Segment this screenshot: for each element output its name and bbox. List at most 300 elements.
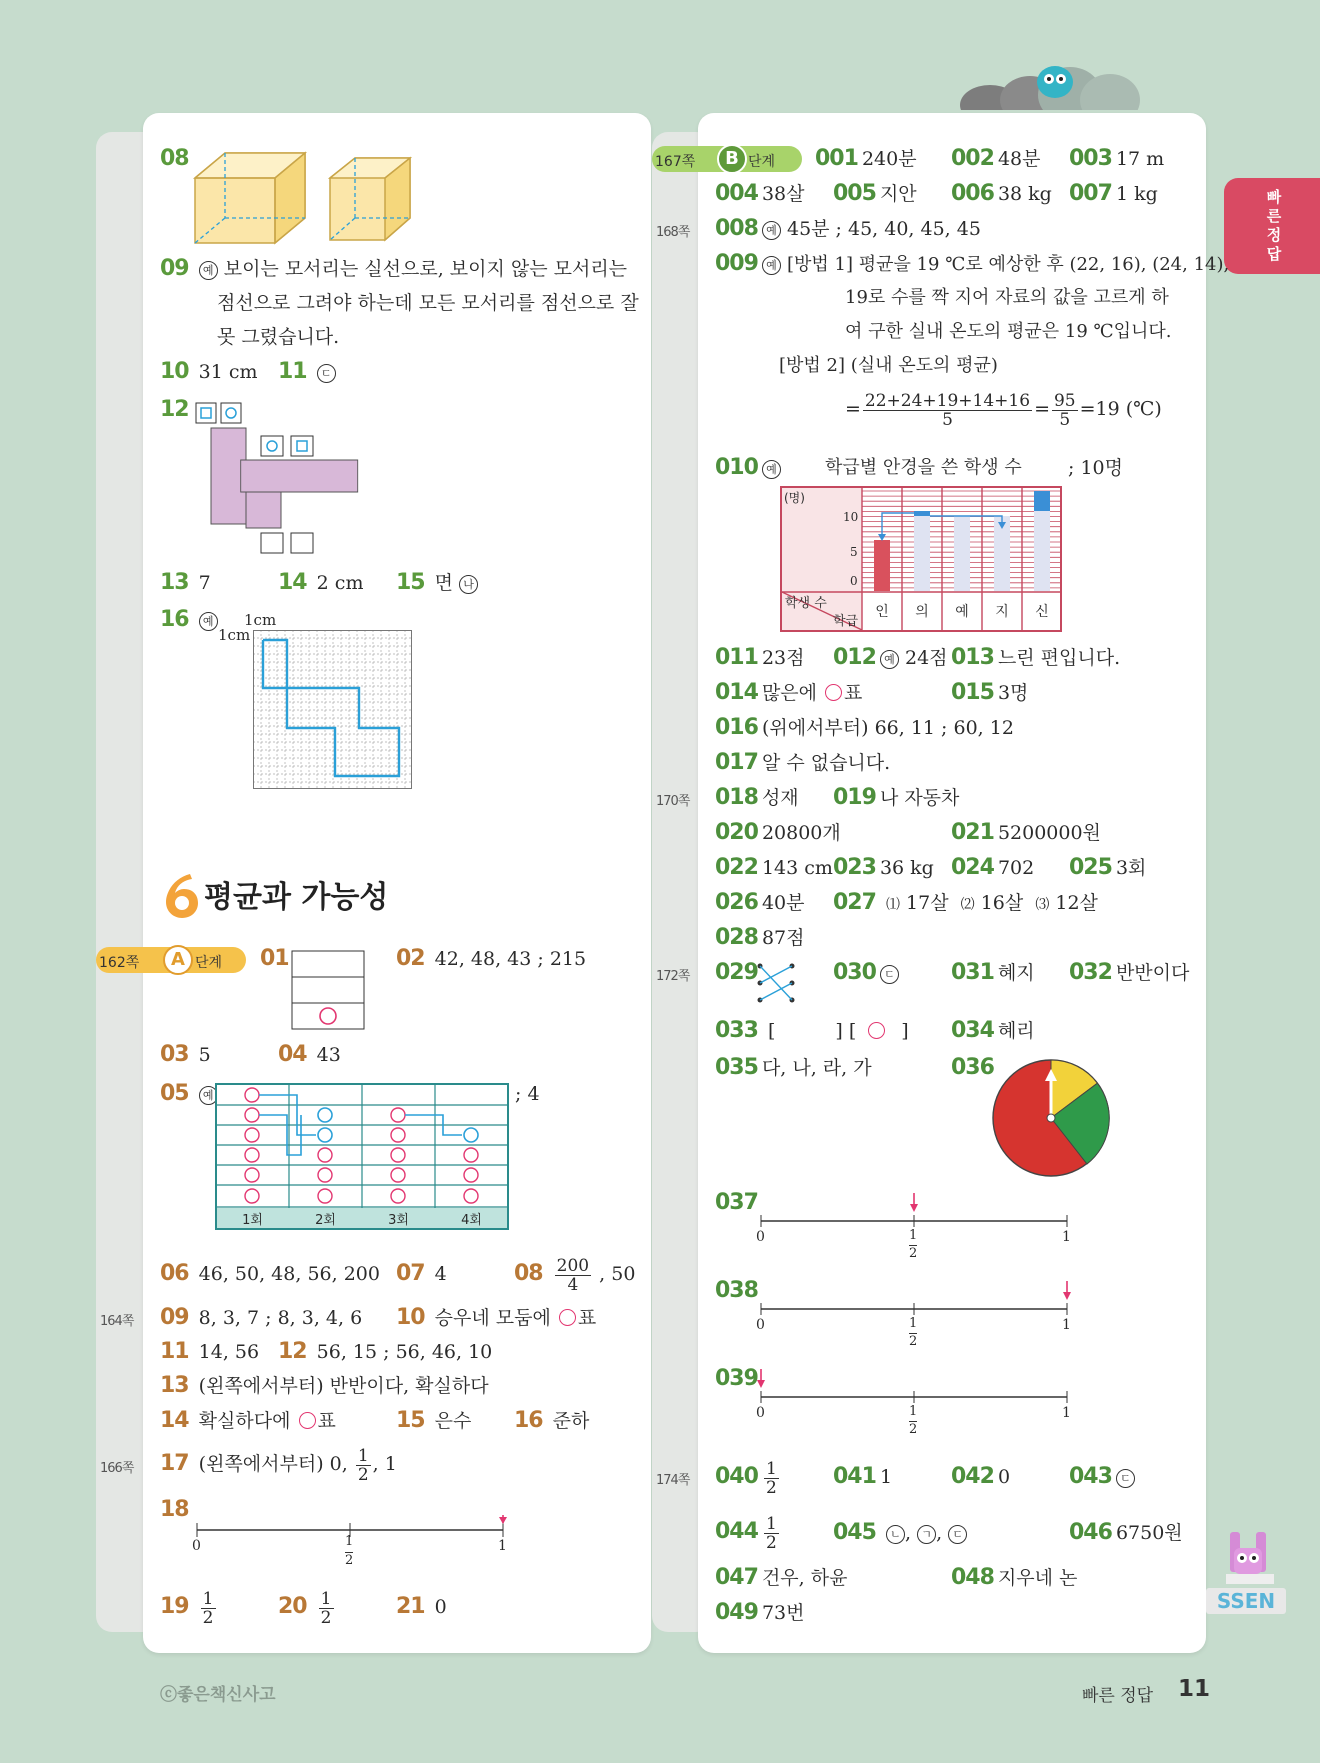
answer-text: 표 bbox=[577, 1307, 597, 1329]
q-number: 031 bbox=[951, 960, 994, 985]
circled-answer: 나 bbox=[459, 575, 478, 594]
step-a-badge: A bbox=[163, 945, 193, 975]
sub-mark: ⑶ bbox=[1035, 897, 1050, 913]
example-mark: 예 bbox=[199, 1086, 218, 1105]
nl-label: 0 bbox=[192, 1538, 201, 1554]
nl-label: 1 bbox=[1062, 1229, 1071, 1245]
q-number: 15 bbox=[396, 1408, 425, 1433]
r012-row bbox=[833, 645, 948, 671]
answer-text: 3회 bbox=[1115, 857, 1147, 879]
r022-row bbox=[715, 855, 833, 881]
answer-text: , 50 bbox=[599, 1263, 636, 1285]
grid-drawing bbox=[253, 630, 413, 790]
r024-row bbox=[951, 855, 1034, 881]
q-number: 023 bbox=[833, 855, 876, 880]
grid-label-top: 1cm bbox=[244, 611, 277, 629]
step-label: 단계 bbox=[748, 154, 776, 170]
q-number: 002 bbox=[951, 146, 994, 171]
q-number: 16 bbox=[514, 1408, 543, 1433]
q-number: 016 bbox=[715, 715, 758, 740]
q-number: 08 bbox=[160, 146, 189, 171]
nl-label: 0 bbox=[756, 1317, 765, 1333]
q-number: 21 bbox=[396, 1594, 425, 1619]
r023-row bbox=[833, 855, 934, 881]
answer-text: 14, 56 bbox=[198, 1341, 260, 1363]
fraction: $\frac{1}{2}$ bbox=[765, 1513, 777, 1553]
answer-text: 0 bbox=[997, 1466, 1011, 1488]
r046-row bbox=[1069, 1520, 1183, 1546]
answer-text: 혜리 bbox=[997, 1020, 1035, 1042]
q-number: 16 bbox=[160, 607, 189, 632]
circled-answer: ㄷ bbox=[880, 965, 899, 984]
q-number: 017 bbox=[715, 750, 758, 775]
page-ref: 170쪽 bbox=[656, 794, 690, 809]
r010-title: 학급별 안경을 쓴 학생 수 bbox=[825, 457, 1022, 478]
fraction: $\frac{22+24+19+14+16}{5}$ bbox=[864, 390, 1031, 430]
r009-line2: 19로 수를 짝 지어 자료의 값을 고르게 하 bbox=[845, 287, 1169, 308]
q-number: 026 bbox=[715, 890, 758, 915]
bracket: [ bbox=[767, 1020, 776, 1042]
r027-row bbox=[833, 890, 1098, 918]
answer-text: 확실하다에 bbox=[198, 1410, 291, 1432]
q11-row bbox=[278, 359, 336, 385]
answer-text: 38살 bbox=[761, 183, 805, 205]
r013-row bbox=[951, 645, 1120, 671]
q-number: 042 bbox=[951, 1464, 994, 1489]
q21-row bbox=[396, 1594, 447, 1620]
q-number: 001 bbox=[815, 146, 858, 171]
answer-text: 승우네 모둠에 bbox=[434, 1307, 551, 1329]
example-mark: 예 bbox=[199, 612, 218, 631]
q-number: 021 bbox=[951, 820, 994, 845]
r043-row bbox=[1069, 1464, 1135, 1490]
r041-row bbox=[833, 1464, 892, 1490]
answer-text: 다, 나, 라, 가 bbox=[761, 1057, 872, 1079]
q-number: 022 bbox=[715, 855, 758, 880]
q12b-row bbox=[278, 1339, 492, 1365]
q-number: 027 bbox=[833, 890, 876, 915]
class-label: 신 bbox=[1035, 604, 1049, 620]
x-axis-label: 학급 bbox=[833, 614, 859, 629]
class-label: 예 bbox=[955, 604, 969, 620]
answer-text: 5 bbox=[198, 1044, 211, 1066]
q-number: 049 bbox=[715, 1600, 758, 1625]
example-mark: 예 bbox=[762, 221, 781, 240]
example-mark: 예 bbox=[880, 650, 899, 669]
answer-text: 2 cm bbox=[316, 572, 364, 594]
stacked-boxes bbox=[291, 950, 367, 1032]
class-label: 인 bbox=[875, 604, 889, 620]
class-label: 지 bbox=[995, 604, 1009, 620]
col-label: 3회 bbox=[388, 1213, 409, 1228]
q20-row bbox=[278, 1585, 336, 1629]
fraction: $\frac{1}{2}$ bbox=[202, 1588, 214, 1628]
example-mark: 예 bbox=[762, 256, 781, 275]
r021-row bbox=[951, 820, 1101, 846]
answer-text: 건우, 하윤 bbox=[761, 1567, 848, 1589]
answer-text: 은수 bbox=[434, 1410, 472, 1432]
y-tick: 5 bbox=[850, 545, 858, 559]
fraction: $\frac{95}{5}$ bbox=[1053, 390, 1076, 430]
q12-row bbox=[160, 397, 193, 423]
q-number: 013 bbox=[951, 645, 994, 670]
circled-answer: ㄷ bbox=[317, 364, 336, 383]
q-number: 17 bbox=[160, 1451, 189, 1476]
q11b-row bbox=[160, 1339, 259, 1365]
q05-row bbox=[160, 1081, 218, 1107]
brand-logo: SSEN bbox=[1206, 1588, 1286, 1614]
q-number: 032 bbox=[1069, 960, 1112, 985]
answer-text: 성재 bbox=[761, 787, 799, 809]
answer-text: (위에서부터) 66, 11 ; 60, 12 bbox=[761, 717, 1014, 739]
q10b-row bbox=[396, 1305, 596, 1331]
nl-label: 1 bbox=[909, 1228, 918, 1243]
q03-row bbox=[160, 1042, 211, 1068]
answer-text: 46, 50, 48, 56, 200 bbox=[198, 1263, 380, 1285]
answer-text: 지안 bbox=[879, 183, 917, 205]
r028-row bbox=[715, 925, 804, 951]
r009-line4: [방법 2] (실내 온도의 평균) bbox=[779, 355, 998, 376]
r009-line3: 여 구한 실내 온도의 평균은 19 ℃입니다. bbox=[845, 321, 1172, 342]
q-number: 040 bbox=[715, 1464, 758, 1489]
answer-text: 16살 bbox=[980, 892, 1024, 914]
q09-row bbox=[160, 256, 627, 282]
q-number: 12 bbox=[278, 1339, 307, 1364]
r006-row bbox=[951, 181, 1052, 207]
col-label: 2회 bbox=[315, 1213, 336, 1228]
r017-row bbox=[715, 750, 890, 776]
q06-row bbox=[160, 1261, 380, 1287]
answer-text: 56, 15 ; 56, 46, 10 bbox=[316, 1341, 493, 1363]
r044-row bbox=[715, 1510, 781, 1554]
r029-row bbox=[715, 960, 762, 986]
answer-text: 48분 bbox=[997, 148, 1041, 170]
q14b-row bbox=[160, 1408, 336, 1434]
page-ref: 167쪽 bbox=[655, 154, 696, 170]
circled-answer: ㄷ bbox=[948, 1525, 967, 1544]
q08b-row bbox=[514, 1252, 635, 1296]
nl-label: 2 bbox=[909, 1334, 918, 1349]
answer-text: , 1 bbox=[372, 1453, 397, 1475]
r026-row bbox=[715, 890, 804, 916]
q15b-row bbox=[396, 1408, 471, 1434]
spinner bbox=[990, 1057, 1112, 1179]
r009-formula: = $\frac{22+24+19+14+16}{5}$ = $\frac{95}{5}$ =19 (℃) bbox=[845, 390, 1162, 430]
nl-label: 2 bbox=[909, 1246, 918, 1261]
answer-text: 23점 bbox=[761, 647, 805, 669]
q-number: 006 bbox=[951, 181, 994, 206]
circled-answer: ㄴ bbox=[886, 1525, 905, 1544]
answer-text: 혜지 bbox=[997, 962, 1035, 984]
cuboid-figures bbox=[190, 148, 420, 248]
nl-label: 1 bbox=[909, 1316, 918, 1331]
y-axis-label: 학생 수 bbox=[785, 596, 827, 611]
q-number: 043 bbox=[1069, 1464, 1112, 1489]
page-ref: 172쪽 bbox=[656, 969, 690, 984]
answer-text: 87점 bbox=[761, 927, 805, 949]
answer-text: 240분 bbox=[861, 148, 917, 170]
nl-label: 2 bbox=[345, 1553, 354, 1568]
r002-row bbox=[951, 146, 1040, 172]
r030-row bbox=[833, 960, 899, 986]
q13b-row bbox=[160, 1373, 489, 1399]
q-number: 033 bbox=[715, 1018, 758, 1043]
q-number: 12 bbox=[160, 397, 189, 422]
fraction: $\frac{200}{4}$ bbox=[556, 1255, 590, 1295]
q-number: 036 bbox=[951, 1055, 994, 1080]
r025-row bbox=[1069, 855, 1146, 881]
q-number: 044 bbox=[715, 1519, 758, 1544]
q09b-row bbox=[160, 1305, 362, 1331]
answer-text: (왼쪽에서부터) 0, bbox=[198, 1453, 348, 1475]
answer-text: 1 bbox=[879, 1466, 893, 1488]
r040-row bbox=[715, 1455, 781, 1499]
q-number: 09 bbox=[160, 1305, 189, 1330]
answer-text: 38 kg bbox=[997, 183, 1052, 205]
answer-text: 12살 bbox=[1055, 892, 1098, 914]
answer-text: 0 bbox=[434, 1596, 447, 1618]
circle-mark-icon bbox=[868, 1022, 885, 1039]
nl-label: 1 bbox=[1062, 1317, 1071, 1333]
answer-text: 느린 편입니다. bbox=[997, 647, 1121, 669]
chapter-number-icon bbox=[160, 870, 204, 920]
q-number: 034 bbox=[951, 1018, 994, 1043]
q-number: 14 bbox=[278, 570, 307, 595]
q05-answer: ; 4 bbox=[515, 1083, 540, 1105]
step-b-badge: B bbox=[717, 144, 747, 174]
nl-label: 0 bbox=[756, 1405, 765, 1421]
q13-row bbox=[160, 570, 211, 596]
step-label: 단계 bbox=[195, 955, 223, 971]
fraction: $\frac{1}{2}$ bbox=[357, 1445, 369, 1485]
r016-row bbox=[715, 715, 1014, 741]
number-line bbox=[752, 1278, 1082, 1318]
cloud-decoration bbox=[950, 60, 1150, 120]
number-line bbox=[752, 1190, 1082, 1230]
circled-answer: ㄱ bbox=[917, 1525, 936, 1544]
answer-text: 보이는 모서리는 실선으로, 보이지 않는 모서리는 bbox=[223, 258, 628, 280]
sub-mark: ⑴ bbox=[885, 897, 900, 913]
bracket: ] [ bbox=[835, 1020, 857, 1042]
q07-row bbox=[396, 1261, 447, 1287]
q17-row bbox=[160, 1442, 397, 1486]
net-figure bbox=[193, 400, 363, 560]
q08-row bbox=[160, 146, 193, 172]
q-number: 014 bbox=[715, 680, 758, 705]
q-number: 09 bbox=[160, 256, 189, 281]
answer-text: 143 cm bbox=[761, 857, 833, 879]
r018-row bbox=[715, 785, 799, 811]
nl-label: 0 bbox=[756, 1229, 765, 1245]
answer-text: 20800개 bbox=[761, 822, 841, 844]
q-number: 007 bbox=[1069, 181, 1112, 206]
answer-text: 42, 48, 43 ; 215 bbox=[434, 948, 587, 970]
q-number: 02 bbox=[396, 946, 425, 971]
q10-row bbox=[160, 359, 258, 385]
q-number: 13 bbox=[160, 1373, 189, 1398]
q-number: 012 bbox=[833, 645, 876, 670]
example-mark: 예 bbox=[762, 460, 781, 479]
nl-label: 1 bbox=[1062, 1405, 1071, 1421]
q-number: 035 bbox=[715, 1055, 758, 1080]
answer-text: 나 자동차 bbox=[879, 787, 960, 809]
r035-row bbox=[715, 1055, 872, 1081]
nl-label: 1 bbox=[345, 1534, 354, 1549]
footer-label: 빠른 정답 bbox=[1082, 1686, 1154, 1706]
q-number: 024 bbox=[951, 855, 994, 880]
class-label: 의 bbox=[915, 604, 929, 620]
answer-text: 24점 bbox=[904, 647, 948, 669]
q16b-row bbox=[514, 1408, 589, 1434]
side-tab-label: 빠른정답 bbox=[1266, 188, 1282, 263]
circled-answer: ㄷ bbox=[1116, 1469, 1135, 1488]
q-number: 047 bbox=[715, 1565, 758, 1590]
r033-row bbox=[715, 1018, 909, 1044]
graph-unit: (명) bbox=[784, 491, 805, 505]
answer-text: 면 bbox=[434, 572, 454, 594]
r009-row bbox=[715, 251, 1229, 278]
r011-row bbox=[715, 645, 804, 671]
q-number: 05 bbox=[160, 1081, 189, 1106]
q-number: 10 bbox=[160, 359, 189, 384]
q-number: 03 bbox=[160, 1042, 189, 1067]
answer-text: 준하 bbox=[552, 1410, 590, 1432]
q-number: 005 bbox=[833, 181, 876, 206]
r007-row bbox=[1069, 181, 1158, 207]
answer-text: 43 bbox=[316, 1044, 341, 1066]
answer-text: 3명 bbox=[997, 682, 1029, 704]
matching-lines bbox=[756, 962, 796, 1004]
answer-text: 1 kg bbox=[1115, 183, 1158, 205]
q-number: 11 bbox=[160, 1339, 189, 1364]
y-tick: 10 bbox=[843, 510, 859, 524]
r008-row bbox=[715, 216, 981, 242]
q-number: 19 bbox=[160, 1594, 189, 1619]
q-number: 018 bbox=[715, 785, 758, 810]
q-number: 18 bbox=[160, 1497, 189, 1522]
q04-row bbox=[278, 1042, 341, 1068]
answer-text: 31 cm bbox=[198, 361, 258, 383]
r032-row bbox=[1069, 960, 1189, 986]
bracket: ] bbox=[901, 1020, 909, 1042]
answer-text: 5200000원 bbox=[997, 822, 1101, 844]
answer-text: 36 kg bbox=[879, 857, 934, 879]
answer-text: 지우네 논 bbox=[997, 1567, 1078, 1589]
page-ref: 174쪽 bbox=[656, 1473, 690, 1488]
circle-mark-icon bbox=[825, 684, 842, 701]
q-number: 020 bbox=[715, 820, 758, 845]
q-number: 045 bbox=[833, 1520, 876, 1545]
q-number: 038 bbox=[715, 1278, 758, 1303]
q14-row bbox=[278, 570, 363, 596]
q-number: 14 bbox=[160, 1408, 189, 1433]
r049-row bbox=[715, 1600, 804, 1626]
answer-text: 4 bbox=[434, 1263, 447, 1285]
col-label: 4회 bbox=[461, 1213, 482, 1228]
grid-label-left: 1cm bbox=[218, 626, 251, 644]
nl-label: 1 bbox=[909, 1404, 918, 1419]
q19-row bbox=[160, 1585, 218, 1629]
side-tab[interactable] bbox=[1224, 178, 1320, 274]
q-number: 025 bbox=[1069, 855, 1112, 880]
q-number: 015 bbox=[951, 680, 994, 705]
example-mark: 예 bbox=[199, 261, 218, 280]
page-ref: 162쪽 bbox=[99, 955, 140, 971]
r031-row bbox=[951, 960, 1035, 986]
answer-text: (왼쪽에서부터) 반반이다, 확실하다 bbox=[198, 1375, 489, 1397]
q-number: 003 bbox=[1069, 146, 1112, 171]
q-number: 048 bbox=[951, 1565, 994, 1590]
circle-mark-icon bbox=[559, 1309, 576, 1326]
q-number: 07 bbox=[396, 1261, 425, 1286]
answer-text: 표 bbox=[844, 682, 863, 704]
answer-text: 45분 ; 45, 40, 45, 45 bbox=[786, 218, 981, 240]
q-number: 030 bbox=[833, 960, 876, 985]
q16-row bbox=[160, 607, 218, 633]
r010-answer: ; 10명 bbox=[1068, 457, 1123, 479]
q05-col-labels bbox=[216, 1209, 508, 1229]
r010-row bbox=[715, 455, 781, 481]
q09-line3: 못 그렸습니다. bbox=[217, 326, 340, 348]
r048-row bbox=[951, 1565, 1077, 1591]
q-number: 01 bbox=[260, 946, 289, 971]
q-number: 11 bbox=[278, 359, 307, 384]
answer-text: 표 bbox=[317, 1410, 336, 1432]
chapter-title: 평균과 가능성 bbox=[204, 880, 389, 915]
col-label: 1회 bbox=[242, 1213, 263, 1228]
mascot-icon bbox=[1222, 1522, 1278, 1586]
q09-line2: 점선으로 그려야 하는데 모든 모서리를 점선으로 잘 bbox=[217, 292, 639, 314]
fraction: $\frac{1}{2}$ bbox=[320, 1588, 332, 1628]
publisher-credit: ⓒ좋은책신사고 bbox=[160, 1685, 276, 1705]
q-number: 20 bbox=[278, 1594, 307, 1619]
r019-row bbox=[833, 785, 959, 811]
r047-row bbox=[715, 1565, 847, 1591]
q-number: 008 bbox=[715, 216, 758, 241]
q-number: 13 bbox=[160, 570, 189, 595]
page-ref: 168쪽 bbox=[656, 225, 690, 240]
q-number: 08 bbox=[514, 1261, 543, 1286]
r015-row bbox=[951, 680, 1028, 706]
fraction: $\frac{1}{2}$ bbox=[765, 1458, 777, 1498]
answer-text: 7 bbox=[198, 572, 211, 594]
answer-text: 많은에 bbox=[761, 682, 817, 704]
r004-row bbox=[715, 181, 804, 207]
answer-text: 반반이다 bbox=[1115, 962, 1190, 984]
q-number: 046 bbox=[1069, 1520, 1112, 1545]
r042-row bbox=[951, 1464, 1010, 1490]
answer-text: 6750원 bbox=[1115, 1522, 1183, 1544]
r014-row bbox=[715, 680, 862, 706]
number-line bbox=[752, 1366, 1082, 1406]
answer-text: 40분 bbox=[761, 892, 805, 914]
q-number: 037 bbox=[715, 1190, 758, 1215]
answer-text: 17살 bbox=[906, 892, 949, 914]
q-number: 011 bbox=[715, 645, 758, 670]
q01-row bbox=[260, 946, 293, 972]
q-number: 06 bbox=[160, 1261, 189, 1286]
r020-row bbox=[715, 820, 841, 846]
page-ref: 164쪽 bbox=[100, 1314, 134, 1329]
sub-mark: ⑵ bbox=[960, 897, 975, 913]
q-number: 028 bbox=[715, 925, 758, 950]
y-tick: 0 bbox=[850, 574, 858, 588]
answer-text: 73번 bbox=[761, 1602, 805, 1624]
r003-row bbox=[1069, 146, 1164, 172]
q15-row bbox=[396, 570, 478, 596]
q-number: 019 bbox=[833, 785, 876, 810]
q-number: 039 bbox=[715, 1366, 758, 1391]
